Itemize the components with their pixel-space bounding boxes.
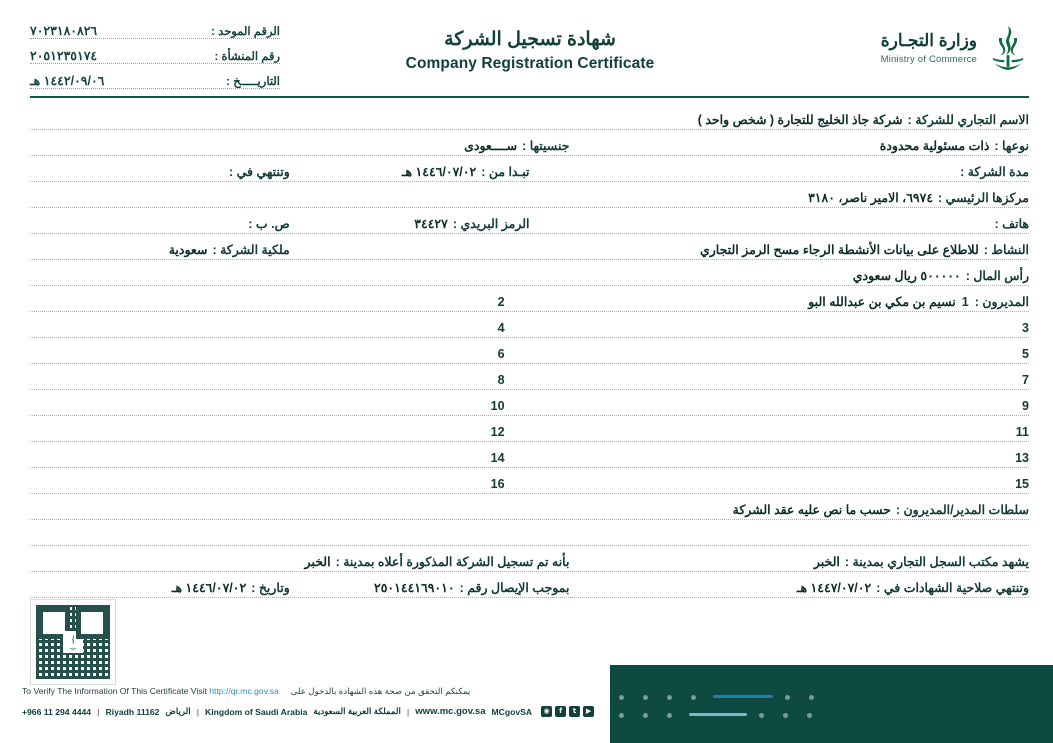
value-nationality: ســــعودى bbox=[464, 139, 518, 153]
label-company-type: نوعها : bbox=[994, 139, 1029, 153]
certificate-header bbox=[0, 0, 1053, 96]
value-receipt-number: ٢٥٠١٤٤١٦٩٠١٠ bbox=[374, 581, 455, 595]
manager-index-3: 3 bbox=[1022, 321, 1029, 335]
field-manager-8 bbox=[492, 373, 505, 387]
label-capital: رأس المال : bbox=[965, 269, 1029, 283]
label-receipt-number: بموجب الإيصال رقم : bbox=[459, 581, 570, 595]
label-phone: هاتف : bbox=[994, 217, 1029, 231]
manager-index-5: 5 bbox=[1022, 347, 1029, 361]
manager-index-12: 12 bbox=[490, 425, 505, 439]
saudi-emblem-icon bbox=[987, 22, 1029, 74]
field-receipt-date bbox=[172, 580, 290, 595]
youtube-icon[interactable]: ▶ bbox=[583, 706, 594, 717]
manager-name-1: نسيم بن مكي بن عبدالله البو bbox=[808, 295, 956, 309]
field-manager-4 bbox=[492, 321, 505, 335]
meta-label-unified-number: الرقم الموحد : bbox=[211, 26, 280, 38]
page-title bbox=[330, 28, 730, 73]
label-receipt-date: وتاريخ : bbox=[251, 581, 290, 595]
field-manager-15 bbox=[1009, 477, 1029, 491]
footer-separator-2: | bbox=[196, 706, 200, 717]
field-ownership bbox=[169, 242, 290, 257]
row-company-name bbox=[30, 104, 1029, 130]
label-office-city: يشهد مكتب السجل التجاري بمدينة : bbox=[844, 555, 1029, 569]
label-headquarters: مركزها الرئيسي : bbox=[938, 191, 1029, 205]
verify-text-arabic: يمكنكم التحقق من صحة هذه الشهادة بالدخول على bbox=[290, 686, 471, 696]
meta-row-date bbox=[30, 68, 280, 89]
meta-label-entity-number: رقم المنشأة : bbox=[214, 51, 280, 63]
field-manager-16 bbox=[485, 477, 505, 491]
field-manager-6 bbox=[492, 347, 505, 361]
field-activity bbox=[700, 242, 1029, 257]
value-start-date: ١٤٤٦/٠٧/٠٢ هـ bbox=[401, 165, 477, 179]
value-registered-city: الخبر bbox=[304, 555, 331, 569]
footer-handle: MCgovSA bbox=[491, 706, 533, 717]
row-attestation-office bbox=[30, 546, 1029, 572]
social-links bbox=[541, 706, 594, 717]
header-meta-block bbox=[30, 18, 280, 93]
field-managers-label bbox=[808, 294, 1029, 309]
manager-index-2: 2 bbox=[497, 295, 505, 309]
field-registered-city bbox=[305, 554, 570, 569]
row-type-nationality bbox=[30, 130, 1029, 156]
manager-index-6: 6 bbox=[497, 347, 505, 361]
footer-website[interactable]: www.mc.gov.sa bbox=[415, 706, 486, 717]
verify-text-english: To Verify The Information Of This Certificate Visit bbox=[22, 686, 207, 696]
manager-index-10: 10 bbox=[490, 399, 505, 413]
label-postal-code: الرمز البريدي : bbox=[452, 217, 530, 231]
label-company-name: الاسم التجاري للشركة : bbox=[907, 113, 1029, 127]
row-managers-3 bbox=[30, 338, 1029, 364]
row-capital bbox=[30, 260, 1029, 286]
row-contact bbox=[30, 208, 1029, 234]
manager-index-15: 15 bbox=[1015, 477, 1029, 491]
label-managers: المديرون : bbox=[974, 295, 1029, 309]
footer-left-panel bbox=[0, 665, 610, 743]
row-spacer bbox=[30, 520, 1029, 546]
field-manager-14 bbox=[485, 451, 505, 465]
ministry-name-arabic: وزارة التجـارة bbox=[880, 31, 977, 50]
ministry-logo bbox=[881, 22, 1029, 74]
row-managers-1 bbox=[30, 286, 1029, 312]
field-manager-9 bbox=[1016, 399, 1029, 413]
footer-separator-1: | bbox=[97, 706, 100, 717]
label-duration: مدة الشركة : bbox=[960, 165, 1029, 179]
field-receipt-number bbox=[374, 580, 569, 595]
field-nationality bbox=[464, 138, 569, 153]
label-ownership: ملكية الشركة : bbox=[212, 243, 290, 257]
field-start-date bbox=[402, 164, 530, 179]
footer-phone: +966 11 294 4444 bbox=[22, 706, 92, 717]
qr-emblem-icon bbox=[63, 631, 83, 653]
field-postal-code bbox=[414, 216, 529, 231]
row-managers-5 bbox=[30, 390, 1029, 416]
value-office-city: الخبر bbox=[813, 555, 840, 569]
ministry-name-english: Ministry of Commerce bbox=[880, 54, 977, 65]
verify-line bbox=[22, 686, 470, 697]
value-company-name: شركة جاذ الخليج للتجارة ( شخص واحد ) bbox=[697, 113, 903, 127]
qr-code[interactable] bbox=[30, 599, 116, 685]
verify-link[interactable]: http://qr.mc.gov.sa bbox=[209, 686, 279, 696]
value-capital: ٥٠٠٠٠٠ ريال سعودي bbox=[852, 269, 961, 283]
manager-index-7: 7 bbox=[1022, 373, 1029, 387]
field-duration bbox=[960, 164, 1029, 179]
field-manager-3 bbox=[1016, 321, 1029, 335]
field-manager-12 bbox=[485, 425, 505, 439]
meta-value-entity-number: ٢٠٥١٢٣٥١٧٤ bbox=[30, 49, 98, 63]
row-managers-8 bbox=[30, 468, 1029, 494]
field-po-box bbox=[243, 216, 289, 231]
field-manager-11 bbox=[1010, 425, 1029, 439]
manager-index-11: 11 bbox=[1015, 425, 1029, 439]
page-title-english: Company Registration Certificate bbox=[405, 55, 655, 72]
row-activity bbox=[30, 234, 1029, 260]
manager-index-4: 4 bbox=[497, 321, 505, 335]
manager-index-9: 9 bbox=[1022, 399, 1029, 413]
footer-decoration bbox=[609, 681, 1029, 729]
label-end-date: وتنتهي في : bbox=[229, 165, 290, 179]
row-managers-7 bbox=[30, 442, 1029, 468]
field-office-city bbox=[814, 554, 1029, 569]
row-managers-4 bbox=[30, 364, 1029, 390]
footer-city-english: Riyadh 11162 bbox=[105, 706, 160, 717]
certificate-body bbox=[30, 104, 1029, 598]
field-manager-13 bbox=[1009, 451, 1029, 465]
facebook-icon[interactable]: f bbox=[555, 706, 566, 717]
header-divider bbox=[30, 96, 1029, 98]
meta-value-date: ١٤٤٢/٠٩/٠٦ هـ bbox=[30, 74, 105, 88]
page-title-arabic: شهادة تسجيل الشركة bbox=[444, 29, 616, 50]
field-expiry bbox=[797, 580, 1029, 595]
value-activity: للاطلاع على بيانات الأنشطة الرجاء مسح الرمز التجاري bbox=[699, 243, 979, 257]
manager-index-14: 14 bbox=[490, 451, 505, 465]
label-po-box: ص. ب : bbox=[248, 217, 290, 231]
row-attestation-expiry bbox=[30, 572, 1029, 598]
meta-label-date: التاريـــــخ : bbox=[226, 76, 280, 88]
value-receipt-date: ١٤٤٦/٠٧/٠٢ هـ bbox=[171, 581, 247, 595]
footer-separator-3: | bbox=[406, 706, 410, 717]
footer-contact-line bbox=[22, 706, 597, 717]
twitter-icon[interactable]: t bbox=[569, 706, 580, 717]
row-manager-authority bbox=[30, 494, 1029, 520]
field-manager-10 bbox=[485, 399, 505, 413]
meta-row-entity-number bbox=[30, 43, 280, 64]
value-company-type: ذات مسئولية محدودة bbox=[879, 139, 990, 153]
value-manager-authority: حسب ما نص عليه عقد الشركة bbox=[732, 503, 891, 517]
value-postal-code: ٣٤٤٢٧ bbox=[414, 217, 448, 231]
value-headquarters: ٦٩٧٤، الامير ناصر، ٣١٨٠ bbox=[808, 191, 934, 205]
footer-country-english: Kingdom of Saudi Arabia bbox=[205, 706, 308, 717]
field-capital bbox=[853, 268, 1029, 283]
field-company-type bbox=[880, 138, 1029, 153]
field-manager-5 bbox=[1016, 347, 1029, 361]
label-nationality: جنسيتها : bbox=[522, 139, 570, 153]
manager-index-13: 13 bbox=[1015, 451, 1029, 465]
row-headquarters bbox=[30, 182, 1029, 208]
manager-index-8: 8 bbox=[497, 373, 505, 387]
meta-value-unified-number: ٧٠٢٣١٨٠٨٢٦ bbox=[30, 24, 98, 38]
row-duration bbox=[30, 156, 1029, 182]
row-managers-6 bbox=[30, 416, 1029, 442]
meta-row-unified-number bbox=[30, 18, 280, 39]
label-activity: النشاط : bbox=[983, 243, 1029, 257]
label-expiry: وتنتهي صلاحية الشهادات في : bbox=[876, 581, 1029, 595]
value-expiry: ١٤٤٧/٠٧/٠٢ هـ bbox=[796, 581, 872, 595]
field-phone bbox=[990, 216, 1029, 231]
field-company-name bbox=[698, 112, 1029, 127]
field-end-date bbox=[224, 164, 290, 179]
qr-code-image bbox=[36, 605, 110, 679]
field-manager-authority bbox=[733, 502, 1029, 517]
field-manager-7 bbox=[1016, 373, 1029, 387]
label-manager-authority: سلطات المدير/المديرون : bbox=[895, 503, 1029, 517]
footer-city-arabic: الرياض bbox=[165, 706, 191, 716]
ministry-name bbox=[881, 31, 977, 65]
manager-index-16: 16 bbox=[490, 477, 505, 491]
value-ownership: سعودية bbox=[168, 243, 208, 257]
field-headquarters bbox=[808, 190, 1029, 205]
label-start-date: تبـدا من : bbox=[481, 165, 530, 179]
manager-index-1: 1 bbox=[961, 295, 969, 309]
footer-band bbox=[0, 665, 1053, 743]
label-registered-city: بأنه تم تسجيل الشركة المذكورة أعلاه بمدينة : bbox=[335, 555, 570, 569]
row-managers-2 bbox=[30, 312, 1029, 338]
field-manager-2 bbox=[492, 295, 505, 309]
footer-country-arabic: المملكة العربية السعودية bbox=[313, 706, 401, 716]
instagram-icon[interactable]: ◉ bbox=[541, 706, 552, 717]
